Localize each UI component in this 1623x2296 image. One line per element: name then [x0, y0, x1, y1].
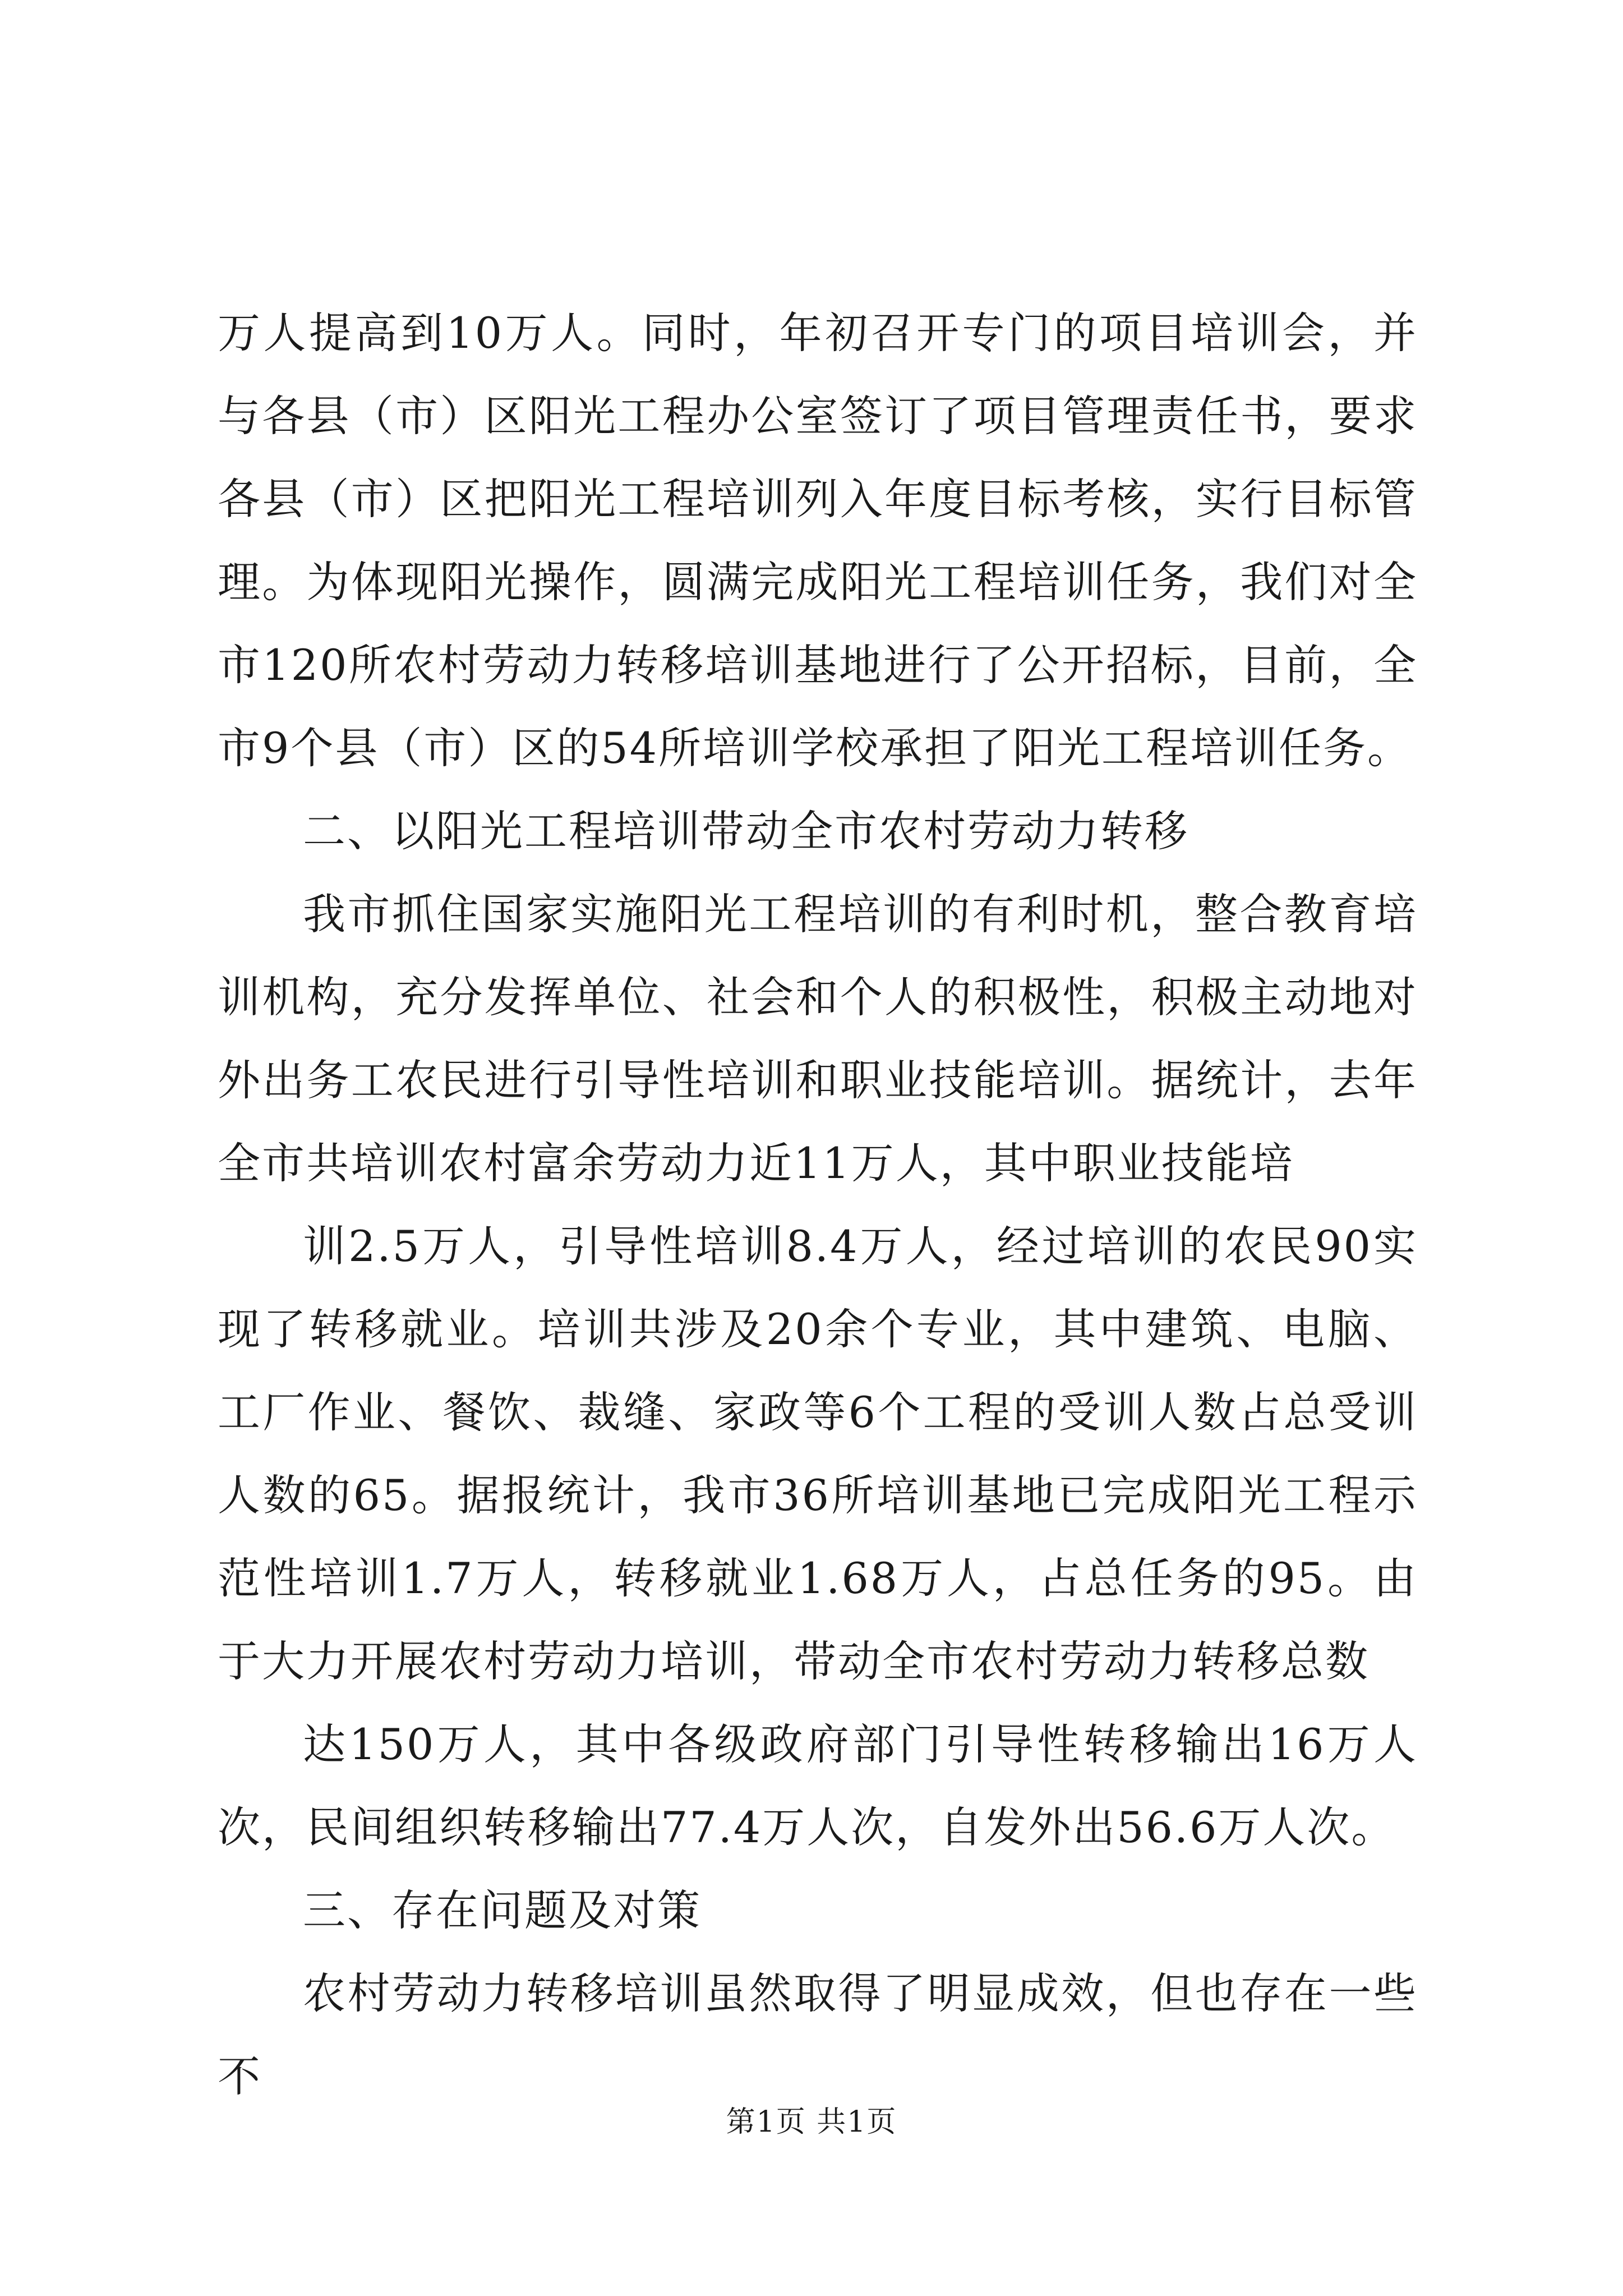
paragraph: 达150万人，其中各级政府部门引导性转移输出16万人次，民间组织转移输出77.4万人次，自发外出56.6万人次。 — [218, 1719, 1418, 1852]
paragraph-continuation: 万人提高到10万人。同时，年初召开专门的项目培训会，并与各县（市）区阳光工程办公室签订了项目管理责任书，要求各县（市）区把阳光工程培训列入年度目标考核，实行目标管理。为体现阳光操作，圆满完成阳光工程培训任务，我们对全市120所农村劳动力转移培训基地进行了公开招标，目前，全市9个县（市）区的54所培训学校承担了阳光工程培训任务。 — [218, 308, 1418, 773]
document-body — [218, 292, 1418, 2118]
paragraph: 我市抓住国家实施阳光工程培训的有利时机，整合教育培训机构，充分发挥单位、社会和个人的积极性，积极主动地对外出务工农民进行引导性培训和职业技能培训。据统计，去年全市共培训农村富余劳动力近11万人，其中职业技能培 — [218, 889, 1418, 1188]
section-heading-2: 二、以阳光工程培训带动全市农村劳动力转移 — [303, 806, 1189, 856]
page-footer: 第1页 共1页 — [726, 2105, 897, 2139]
section-heading-3: 三、存在问题及对策 — [303, 1885, 702, 1935]
paragraph: 训2.5万人，引导性培训8.4万人，经过培训的农民90实现了转移就业。培训共涉及20余个专业，其中建筑、电脑、工厂作业、餐饮、裁缝、家政等6个工程的受训人数占总受训人数的65。据报统计，我市36所培训基地已完成阳光工程示范性培训1.7万人，转移就业1.68万人，占总任务的95。由于大力开展农村劳动力培训，带动全市农村劳动力转移总数 — [218, 1221, 1418, 1686]
paragraph: 农村劳动力转移培训虽然取得了明显成效，但也存在一些不 — [218, 1968, 1418, 2101]
